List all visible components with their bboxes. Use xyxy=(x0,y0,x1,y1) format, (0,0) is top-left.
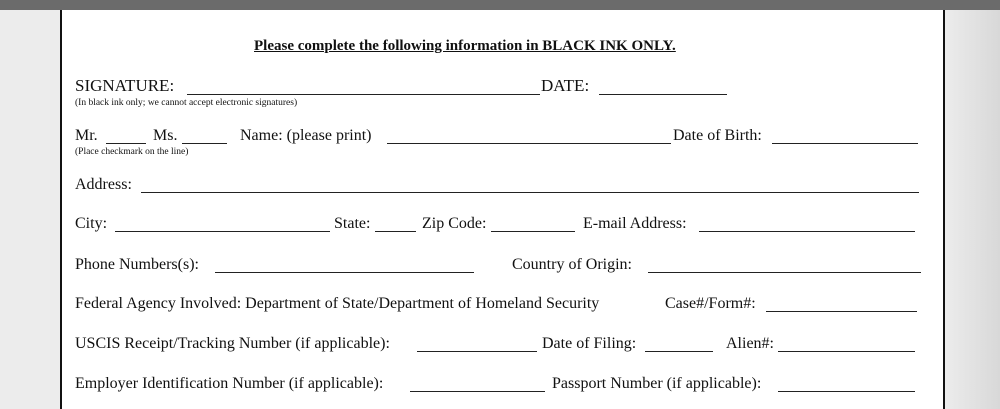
address-label: Address: xyxy=(75,176,132,193)
mr-label: Mr. xyxy=(75,127,98,144)
state-label: State: xyxy=(334,215,371,232)
signature-line[interactable] xyxy=(187,94,540,95)
email-label: E-mail Address: xyxy=(583,215,687,232)
city-label: City: xyxy=(75,215,108,232)
ms-label: Ms. xyxy=(153,127,178,144)
state-line[interactable] xyxy=(375,231,416,232)
form-instructions: Please complete the following information in BLACK INK ONLY. xyxy=(254,38,676,54)
zip-code-label: Zip Code: xyxy=(422,215,487,232)
city-line[interactable] xyxy=(115,231,330,232)
uscis-receipt-label: USCIS Receipt/Tracking Number (if applicable): xyxy=(75,335,390,352)
ms-checkmark-line[interactable] xyxy=(182,143,227,144)
signature-note: (In black ink only; we cannot accept electronic signatures) xyxy=(75,98,298,108)
federal-agency-label: Federal Agency Involved: Department of State/Department of Homeland Security xyxy=(75,295,600,312)
date-of-filing-line[interactable] xyxy=(645,351,713,352)
checkmark-note: (Place checkmark on the line) xyxy=(75,147,189,157)
case-form-label: Case#/Form#: xyxy=(665,295,756,312)
date-of-filing-label: Date of Filing: xyxy=(542,335,637,352)
name-label: Name: (please print) xyxy=(240,127,372,144)
viewer-top-bar xyxy=(0,0,1000,10)
address-line[interactable] xyxy=(141,192,919,193)
alien-number-line[interactable] xyxy=(778,351,915,352)
mr-checkmark-line[interactable] xyxy=(106,143,146,144)
document-page xyxy=(0,10,1000,409)
name-line[interactable] xyxy=(387,143,671,144)
employer-id-line[interactable] xyxy=(410,391,545,392)
country-of-origin-label: Country of Origin: xyxy=(512,256,632,273)
alien-number-label: Alien#: xyxy=(726,335,774,352)
employer-id-label: Employer Identification Number (if applicable): xyxy=(75,375,384,392)
country-of-origin-line[interactable] xyxy=(648,272,921,273)
date-line[interactable] xyxy=(599,94,727,95)
passport-line[interactable] xyxy=(778,391,915,392)
email-line[interactable] xyxy=(699,231,915,232)
phone-line[interactable] xyxy=(215,272,474,273)
case-form-line[interactable] xyxy=(766,311,917,312)
date-label: DATE: xyxy=(541,76,590,95)
phone-label: Phone Numbers(s): xyxy=(75,256,199,273)
uscis-receipt-line[interactable] xyxy=(417,351,537,352)
date-of-birth-label: Date of Birth: xyxy=(673,127,762,144)
passport-label: Passport Number (if applicable): xyxy=(552,375,762,392)
page-edge xyxy=(945,10,1000,409)
zip-code-line[interactable] xyxy=(491,231,575,232)
date-of-birth-line[interactable] xyxy=(772,143,918,144)
signature-label: SIGNATURE: xyxy=(75,76,175,95)
